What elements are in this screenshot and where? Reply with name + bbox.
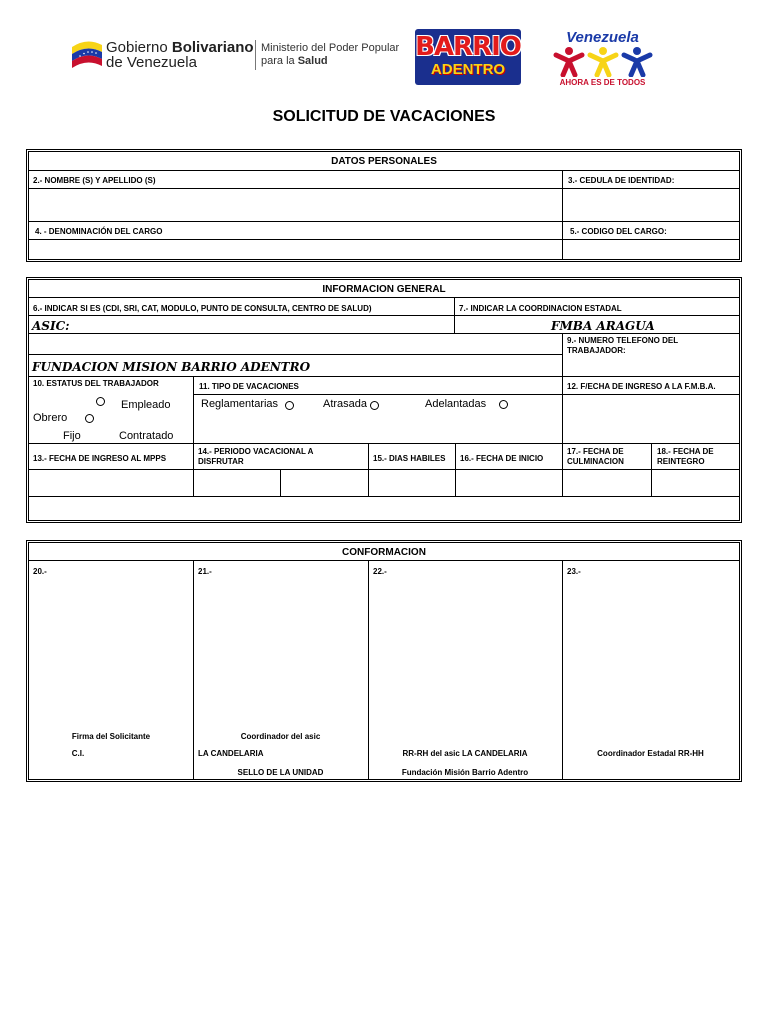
periodo-hasta-field[interactable] bbox=[281, 470, 367, 495]
col-line bbox=[562, 560, 563, 779]
rrhh-asic-label: RR-RH del asic LA CANDELARIA bbox=[402, 749, 528, 758]
col-line bbox=[562, 333, 563, 496]
coordinacion-label: 7.- INDICAR LA COORDINACION ESTADAL bbox=[459, 304, 622, 313]
informacion-general-section bbox=[26, 277, 742, 523]
people-figures-icon bbox=[551, 45, 654, 77]
nombre-label: 2.- NOMBRE (S) Y APELLIDO (S) bbox=[33, 176, 156, 185]
informacion-general-header: INFORMACION GENERAL bbox=[322, 284, 446, 295]
page-header bbox=[0, 0, 768, 100]
fecha-reintegro-label: 18.- FECHA DE REINTEGRO bbox=[657, 447, 714, 466]
fundacion-label: Fundación Misión Barrio Adentro bbox=[401, 768, 529, 777]
firma-solicitante-label: Firma del Solicitante bbox=[71, 732, 151, 741]
dias-habiles-label: 15.- DIAS HABILES bbox=[373, 454, 446, 463]
row-line bbox=[29, 297, 739, 298]
la-candelaria-label: LA CANDELARIA bbox=[198, 749, 264, 758]
reglamentarias-option: Reglamentarias bbox=[201, 398, 279, 410]
row-line bbox=[29, 376, 739, 377]
coordinador-asic-label: Coordinador del asic bbox=[240, 732, 321, 741]
fecha-culminacion-field[interactable] bbox=[564, 470, 650, 495]
col-line bbox=[368, 560, 369, 779]
sello-unidad-label: SELLO DE LA UNIDAD bbox=[237, 768, 324, 777]
reglamentarias-radio[interactable] bbox=[285, 401, 294, 410]
fundacion-value: FUNDACION MISION BARRIO ADENTRO bbox=[32, 360, 311, 374]
firma-22-number: 22.- bbox=[373, 567, 387, 576]
header-divider bbox=[255, 40, 256, 70]
firma-solicitante-area[interactable] bbox=[31, 579, 191, 729]
fecha-inicio-label: 16.- FECHA DE INICIO bbox=[460, 454, 544, 463]
tipo-centro-label: 6.- INDICAR SI ES (CDI, SRI, CAT, MODULO, PUNTO DE CONSULTA, CENTRO DE SALUD) bbox=[33, 304, 372, 313]
row-line bbox=[29, 315, 739, 316]
cargo-field[interactable] bbox=[30, 240, 561, 258]
observaciones-field[interactable] bbox=[30, 497, 738, 519]
fmba-value: FMBA ARAGUA bbox=[551, 319, 655, 333]
estatus-label: 10. ESTATUS DEL TRABAJADOR bbox=[33, 379, 159, 388]
adelantadas-option: Adelantadas bbox=[425, 398, 487, 410]
conformacion-header: CONFORMACION bbox=[342, 547, 426, 558]
asic-value: ASIC: bbox=[32, 319, 70, 333]
datos-personales-section bbox=[26, 149, 742, 262]
ci-label: C.I. bbox=[71, 749, 85, 758]
empleado-radio[interactable] bbox=[96, 397, 105, 406]
document-title: SOLICITUD DE VACACIONES bbox=[272, 108, 496, 125]
venezuela-flag-logo bbox=[70, 35, 104, 69]
codigo-cargo-field[interactable] bbox=[564, 240, 738, 258]
fecha-ingreso-mpps-field[interactable] bbox=[30, 470, 192, 495]
fecha-reintegro-field[interactable] bbox=[652, 470, 738, 495]
periodo-desde-field[interactable] bbox=[194, 470, 279, 495]
firma-20-number: 20.- bbox=[33, 567, 47, 576]
row-line bbox=[29, 354, 562, 355]
row-line bbox=[29, 443, 739, 444]
cedula-field[interactable] bbox=[564, 189, 738, 220]
periodo-vacacional-label: 14.- PERIODO VACACIONAL A DISFRUTAR bbox=[198, 447, 314, 466]
fecha-inicio-field[interactable] bbox=[456, 470, 561, 495]
row-line bbox=[29, 333, 739, 334]
venezuela-ahora-es-de-todos-logo: Venezuela AHORA ES DE TODOS bbox=[545, 30, 660, 90]
fijo-option: Fijo bbox=[63, 430, 81, 442]
obrero-radio[interactable] bbox=[85, 414, 94, 423]
firma-coordinador-asic-area[interactable] bbox=[195, 579, 366, 729]
row-line bbox=[29, 221, 739, 222]
ministerio-text: Ministerio del Poder Popular para la Salud bbox=[261, 42, 400, 67]
tipo-vacaciones-label: 11. TIPO DE VACACIONES bbox=[199, 382, 299, 391]
barrio-adentro-logo: BARRIO ADENTRO bbox=[415, 29, 521, 85]
firma-rrhh-asic-area[interactable] bbox=[370, 579, 560, 729]
fecha-ingreso-mpps-label: 13.- FECHA DE INGRESO AL MPPS bbox=[33, 454, 167, 463]
atrasada-option: Atrasada bbox=[323, 398, 368, 410]
gobierno-bolivariano-text: Gobierno Bolivariano de Venezuela bbox=[106, 39, 254, 71]
firma-21-number: 21.- bbox=[198, 567, 212, 576]
row-line bbox=[29, 560, 739, 561]
contratado-option: Contratado bbox=[119, 430, 174, 442]
fecha-ingreso-fmba-label: 12. F/ECHA DE INGRESO A LA F.M.B.A. bbox=[567, 382, 716, 391]
firma-coordinador-estadal-area[interactable] bbox=[564, 579, 736, 729]
col-line bbox=[193, 560, 194, 779]
dias-habiles-field[interactable] bbox=[369, 470, 454, 495]
datos-personales-header: DATOS PERSONALES bbox=[331, 156, 437, 167]
codigo-cargo-label: 5.- CODIGO DEL CARGO: bbox=[570, 227, 667, 236]
telefono-label: 9.- NUMERO TELEFONO DEL TRABAJADOR: bbox=[567, 336, 678, 355]
fecha-culminacion-label: 17.- FECHA DE CULMINACION bbox=[567, 447, 624, 466]
adelantadas-radio[interactable] bbox=[499, 400, 508, 409]
row-line bbox=[29, 170, 739, 171]
col-line bbox=[562, 170, 563, 259]
empleado-option: Empleado bbox=[121, 399, 171, 411]
firma-23-number: 23.- bbox=[567, 567, 581, 576]
coordinador-estadal-label: Coordinador Estadal RR-HH bbox=[597, 749, 704, 758]
atrasada-radio[interactable] bbox=[370, 401, 379, 410]
cargo-label: 4. - DENOMINACIÓN DEL CARGO bbox=[35, 227, 163, 236]
obrero-option: Obrero bbox=[33, 412, 68, 424]
conformacion-section bbox=[26, 540, 742, 782]
fecha-ingreso-fmba-field[interactable] bbox=[564, 395, 738, 442]
nombre-field[interactable] bbox=[30, 189, 561, 220]
cedula-label: 3.- CEDULA DE IDENTIDAD: bbox=[568, 176, 675, 185]
